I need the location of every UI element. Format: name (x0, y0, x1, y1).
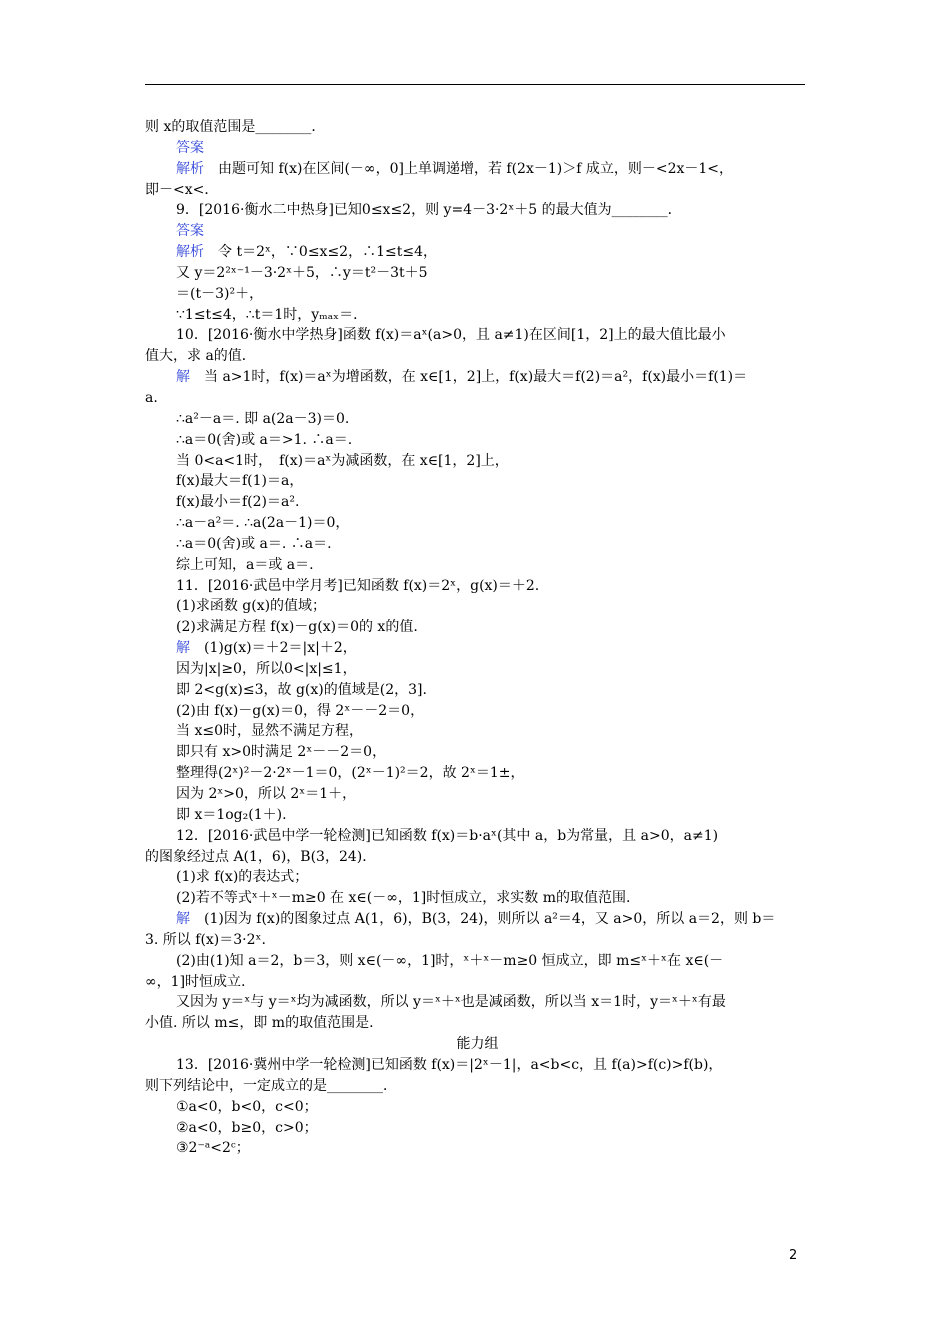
line-text: 即只有 x>0时满足 2ˣ－－2＝0， (176, 744, 387, 761)
text-line (145, 888, 810, 909)
text-line (145, 659, 810, 680)
header-rule (145, 84, 805, 85)
text-line (145, 305, 810, 326)
text-line (145, 909, 810, 930)
line-text: ∴a²－a＝. 即 a(2a－3)＝0. (176, 410, 350, 427)
text-line (145, 867, 810, 888)
text-line (145, 513, 810, 534)
text-line (145, 1055, 810, 1076)
text-line (145, 534, 810, 555)
text-line (145, 763, 810, 784)
text-line (145, 138, 810, 159)
line-text: 令 t＝2ˣ，∵0≤x≤2，∴1≤t≤4， (204, 244, 437, 261)
line-text: 能力组 (456, 1036, 499, 1053)
text-line (145, 451, 810, 472)
line-text: 12．[2016·武邑中学一轮检测]已知函数 f(x)＝b·aˣ(其中 a，b为常量，且 a>0，a≠1) (176, 827, 719, 844)
text-line (145, 555, 810, 576)
line-text: (2)求满足方程 f(x)－g(x)＝0的 x的值. (176, 619, 418, 636)
line-text: 即 x＝1og₂(1＋). (176, 806, 287, 823)
line-text: ∵1≤t≤4，∴t＝1时，yₘₐₓ＝． (176, 306, 368, 323)
line-text: f(x)最大＝f(1)＝a， (176, 473, 304, 490)
line-text: (2)由(1)知 a＝2，b＝3，则 x∈(－∞，1]时，ˣ＋ˣ－m≥0 恒成立，即 m≤ˣ＋ˣ在 x∈(－ (176, 952, 724, 969)
text-line (145, 200, 810, 221)
line-text: 13．[2016·冀州中学一轮检测]已知函数 f(x)＝|2ˣ－1|，a<b<c，且 f(a)>f(c)>f(b)， (176, 1056, 723, 1073)
text-line (145, 117, 810, 138)
line-text: 又因为 y＝ˣ与 y＝ˣ均为减函数，所以 y＝ˣ＋ˣ也是减函数，所以当 x＝1时，y＝ˣ＋ˣ有最 (176, 994, 726, 1011)
answer-label: 答案 (176, 139, 204, 156)
line-text: 因为|x|≥0，所以0<|x|≤1， (176, 660, 357, 677)
document-body (145, 117, 810, 1159)
line-text: 的图象经过点 A(1，6)，B(3，24)． (145, 848, 377, 865)
answer-label: 解 (176, 911, 190, 928)
text-line (145, 242, 810, 263)
text-line (145, 638, 810, 659)
text-line (145, 596, 810, 617)
line-text: f(x)最小＝f(2)＝a². (176, 494, 300, 511)
line-text: 即－<x<． (145, 181, 219, 198)
text-line (145, 221, 810, 242)
line-text: 当 a>1时，f(x)＝aˣ为增函数，在 x∈[1，2]上，f(x)最大＝f(2)＝a²，f(x)最小＝f(1)＝ (190, 369, 748, 386)
text-line (145, 742, 810, 763)
answer-label: 解 (176, 640, 190, 657)
text-line (145, 1034, 810, 1055)
line-text: 3. 所以 f(x)＝3·2ˣ. (145, 931, 266, 948)
line-text: ②a<0，b≥0，c>0； (176, 1119, 318, 1136)
line-text: ∴a＝0(舍)或 a＝>1. ∴a＝. (176, 431, 353, 448)
text-line (145, 1076, 810, 1097)
text-line (145, 388, 810, 409)
line-text: 当 x≤0时，显然不满足方程， (176, 723, 363, 740)
line-text: (1)g(x)＝＋2＝|x|＋2， (190, 640, 357, 657)
line-text: (1)求函数 g(x)的值域； (176, 598, 327, 615)
line-text: ∞，1]时恒成立. (145, 973, 246, 990)
answer-label: 解 (176, 369, 190, 386)
text-line (145, 430, 810, 451)
text-line (145, 847, 810, 868)
text-line (145, 471, 810, 492)
line-text: (2)由 f(x)－g(x)＝0，得 2ˣ－－2＝0， (176, 702, 425, 719)
line-text: 综上可知，a＝或 a＝. (176, 556, 314, 573)
line-text: 10．[2016·衡水中学热身]函数 f(x)＝aˣ(a>0，且 a≠1)在区间[1，2]上的最大值比最小 (176, 327, 726, 344)
line-text: (1)因为 f(x)的图象过点 A(1，6)，B(3，24)，则所以 a²＝4，又 a>0，所以 a＝2，则 b＝ (190, 911, 776, 928)
line-text: ∴a－a²＝. ∴a(2a－1)＝0， (176, 515, 350, 532)
line-text: ③2⁻ᵃ<2ᶜ； (176, 1140, 250, 1157)
answer-label: 答案 (176, 223, 204, 240)
line-text: 由题可知 f(x)在区间(－∞，0]上单调递增，若 f(2x－1)＞f 成立，则－<2x－1<， (204, 160, 734, 177)
line-text: 则 x的取值范围是________． (145, 119, 326, 135)
answer-label: 解析 (176, 160, 204, 177)
text-line (145, 180, 810, 201)
line-text: 值大，求 a的值． (145, 348, 256, 365)
line-text: (2)若不等式ˣ＋ˣ－m≥0 在 x∈(－∞，1]时恒成立，求实数 m的取值范围. (176, 890, 631, 907)
text-line (145, 701, 810, 722)
line-text: 整理得(2ˣ)²－2·2ˣ－1＝0，(2ˣ－1)²＝2，故 2ˣ＝1±， (176, 765, 525, 782)
text-line (145, 1013, 810, 1034)
text-line (145, 263, 810, 284)
text-line (145, 826, 810, 847)
text-line (145, 325, 810, 346)
answer-label: 解析 (176, 244, 204, 261)
text-line (145, 617, 810, 638)
line-text: 因为 2ˣ>0，所以 2ˣ＝1＋， (176, 786, 357, 802)
text-line (145, 284, 810, 305)
text-line (145, 721, 810, 742)
line-text: ＝(t－3)²＋， (176, 285, 264, 302)
text-line (145, 805, 810, 826)
text-line (145, 492, 810, 513)
text-line (145, 1118, 810, 1139)
text-line (145, 972, 810, 993)
line-text: 又 y＝2²ˣ⁻¹－3·2ˣ＋5，∴y＝t²－3t＋5 (176, 264, 428, 281)
text-line (145, 992, 810, 1013)
text-line (145, 1097, 810, 1118)
text-line (145, 367, 810, 388)
page-number: 2 (789, 1248, 798, 1263)
line-text: 小值. 所以 m≤，即 m的取值范围是. (145, 1015, 374, 1032)
text-line (145, 409, 810, 430)
line-text: 即 2<g(x)≤3，故 g(x)的值域是(2，3]. (176, 681, 427, 698)
line-text: a. (145, 389, 158, 406)
line-text: 当 0<a<1时， f(x)＝aˣ为减函数，在 x∈[1，2]上， (176, 452, 509, 469)
text-line (145, 576, 810, 597)
line-text: ①a<0，b<0，c<0； (176, 1098, 318, 1115)
line-text: 则下列结论中，一定成立的是________． (145, 1077, 397, 1094)
text-line (145, 159, 810, 180)
text-line (145, 784, 810, 805)
text-line (145, 346, 810, 367)
line-text: ∴a＝0(舍)或 a＝. ∴a＝. (176, 535, 332, 552)
line-text: 9．[2016·衡水二中热身]已知0≤x≤2，则 y=4－3·2ˣ＋5 的最大值为________． (176, 202, 682, 219)
text-line (145, 1138, 810, 1159)
text-line (145, 951, 810, 972)
line-text: 11．[2016·武邑中学月考]已知函数 f(x)＝2ˣ，g(x)＝＋2. (176, 577, 540, 594)
text-line (145, 680, 810, 701)
text-line (145, 930, 810, 951)
line-text: (1)求 f(x)的表达式； (176, 869, 309, 886)
